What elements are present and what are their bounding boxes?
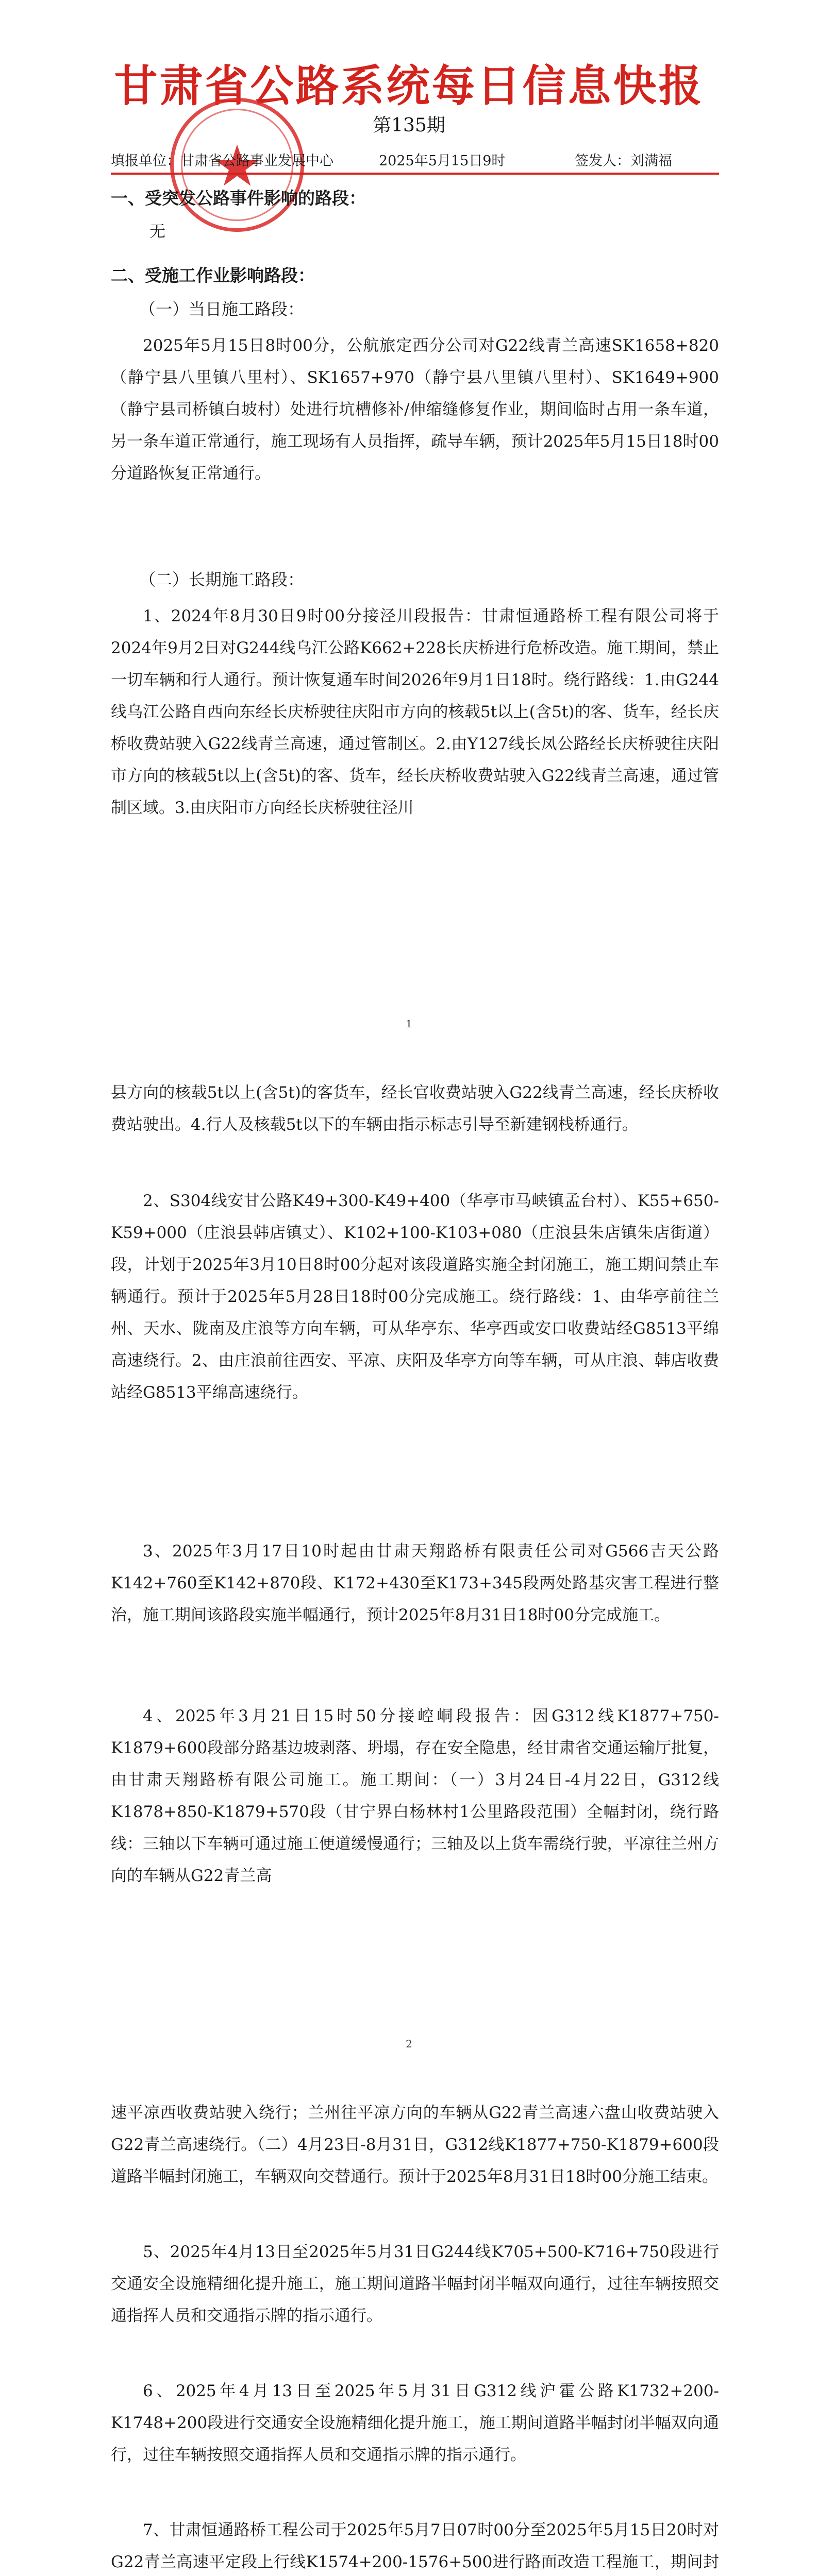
paragraph-long4b: 速平凉西收费站驶入绕行；兰州往平凉方向的车辆从G22青兰高速六盘山收费站驶入G22青兰高速绕行。（二）4月23日-8月31日，G312线K1877+750-K1879+600段道路半幅封闭施工，车辆双向交替通行。预计于2025年8月31日18时00分施工结束。 [111,2104,719,2186]
bulletin-title: 甘肃省公路系统每日信息快报 [114,60,704,111]
paragraph-long7: 7、甘肃恒通路桥工程公司于2025年5月7日07时00分至2025年5月15日20时对G22青兰高速平定段上行线K1574+200-1576+500进行路面改造工程施工，期间封 [111,2521,719,2571]
section2-sub2: （二）长期施工路段： [139,570,305,589]
paragraph-long1b: 县方向的核载5t以上(含5t)的客货车，经长官收费站驶入G22线青兰高速，经长庆桥收费站驶出。4.行人及核载5t以下的车辆由指示标志引导至新建钢栈桥通行。 [111,1083,719,1134]
signer: 签发人：刘满福 [575,153,672,169]
paragraph-long2: 2、S304线安甘公路K49+300-K49+400（华亭市马峡镇孟台村）、K55+650-K59+000（庄浪县韩店镇丈）、K102+100-K103+080（庄浪县朱店镇朱店街道）段，计划于2025年3月10日8时00分起对该段道路实施全封闭施工，施工期间禁止车辆通行。预计于2025年5月28日18时00分完成施工。绕行路线：1、由华亭前往兰州、天水、陇南及庄浪等方向车辆，可从华亭东、华亭西或安口收费站经G8513平绵高速绕行。2、由庄浪前往西安、平凉、庆阳及华亭方向等车辆，可从庄浪、韩店收费站经G8513平绵高速绕行。 [111,1192,719,1402]
section2-heading: 二、受施工作业影响路段： [111,265,315,285]
issue-number: 第135期 [373,115,445,136]
bulletin-meta [111,149,719,170]
page-number: 2 [406,2038,412,2050]
paragraph-long5: 5、2025年4月13日至2025年5月31日G244线K705+500-K716+750段进行交通安全设施精细化提升施工，施工期间道路半幅封闭半幅双向通行，过往车辆按照交通指挥人员和交通指示牌的指示通行。 [111,2243,719,2325]
section1-heading: 一、受突发公路事件影响的路段： [111,188,366,208]
section1-body: 无 [149,223,165,241]
paragraph-long4a: 4、2025年3月21日15时50分接崆峒段报告：因G312线K1877+750-K1879+600段部分路基边坡剥落、坍塌，存在安全隐患，经甘肃省交通运输厅批复，由甘肃天翔路桥有限公司施工。施工期间：（一）3月24日-4月22日，G312线K1878+850-K1879+570段（甘宁界白杨林村1公里路段范围）全幅封闭，绕行路线：三轴以下车辆可通过施工便道缓慢通行；三轴及以上货车需绕行驶，平凉往兰州方向的车辆从G22青兰高 [111,1707,719,1885]
paragraph-long1a: 1、2024年8月30日9时00分接泾川段报告：甘肃恒通路桥工程有限公司将于2024年9月2日对G244线乌江公路K662+228长庆桥进行危桥改造。施工期间，禁止一切车辆和行人通行。预计恢复通车时间2026年9月1日18时。绕行路线：1.由G244线乌江公路自西向东经长庆桥驶往庆阳市方向的核载5t以上(含5t)的客、货车，经长庆桥收费站驶入G22线青兰高速，通过管制区。2.由Y127线长凤公路经长庆桥驶往庆阳市方向的核载5t以上(含5t)的客、货车，经长庆桥收费站驶入G22线青兰高速，通过管制区域。3.由庆阳市方向经长庆桥驶往泾川 [111,607,719,817]
section2-sub1: （一）当日施工路段： [139,299,305,319]
paragraph-today: 2025年5月15日8时00分，公航旅定西分公司对G22线青兰高速SK1658+820（静宁县八里镇八里村）、SK1657+970（静宁县八里镇八里村）、SK1649+900（静宁县司桥镇白坡村）处进行坑槽修补/伸缩缝修复作业，期间临时占用一条车道，另一条车道正常通行，施工现场有人员指挥，疏导车辆，预计2025年5月15日18时00分道路恢复正常通行。 [111,336,719,483]
page-number: 1 [406,1018,412,1030]
header-rule [111,173,719,175]
report-date: 2025年5月15日9时 [379,153,506,169]
reporting-org: 填报单位：甘肃省公路事业发展中心 [111,153,333,169]
paragraph-long6: 6、2025年4月13日至2025年5月31日G312线沪霍公路K1732+200-K1748+200段进行交通安全设施精细化提升施工，施工期间道路半幅封闭半幅双向通行，过往车辆按照交通指挥人员和交通指示牌的指示通行。 [111,2382,719,2464]
seal-star-icon: ★ [211,133,263,199]
paragraph-long3: 3、2025年3月17日10时起由甘肃天翔路桥有限责任公司对G566吉天公路K142+760至K142+870段、K172+430至K173+345段两处路基灾害工程进行整治，施工期间该路段实施半幅通行，预计2025年8月31日18时00分完成施工。 [111,1542,719,1624]
